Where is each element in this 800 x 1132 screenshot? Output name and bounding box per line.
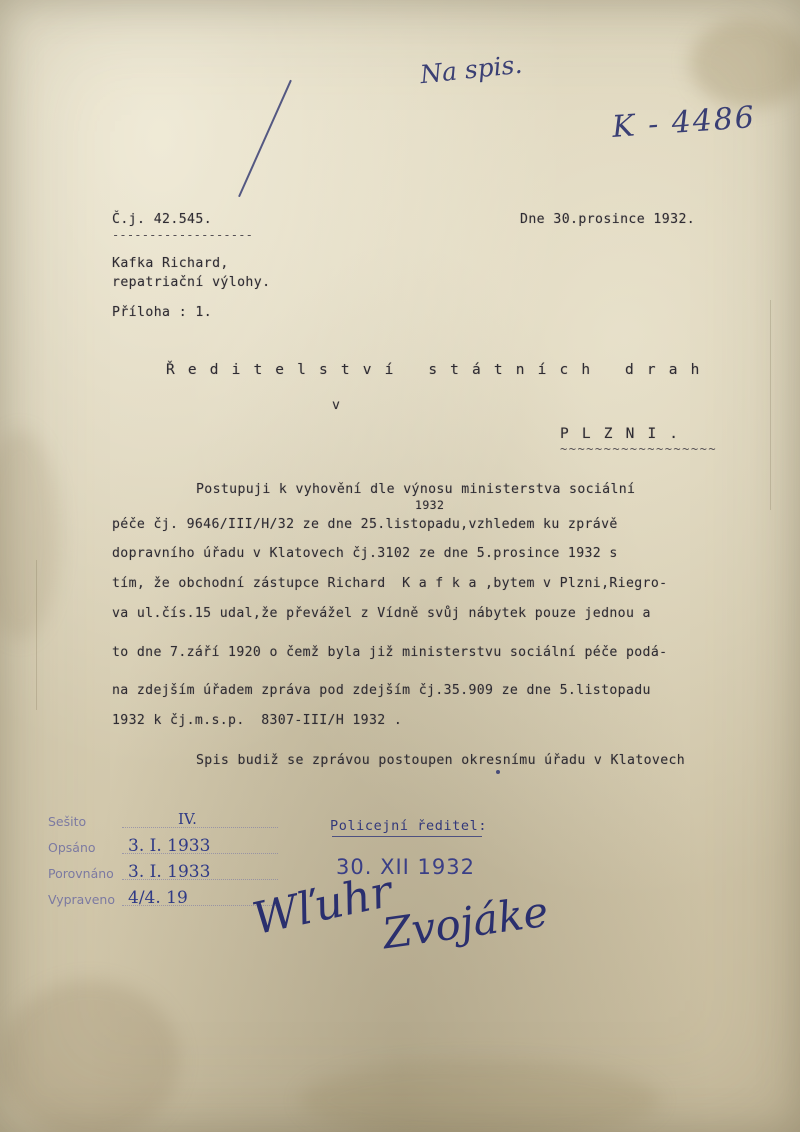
stamp-row: [48, 838, 286, 864]
addressee-line-1: Ř e d i t e l s t v í s t á t n í c h d r a h: [166, 362, 702, 378]
paper-fiber: [770, 300, 771, 510]
body-line: dopravního úřadu v Klatovech čj.3102 ze dne 5.prosince 1932 s: [112, 546, 618, 561]
addressee-line-2: v: [332, 398, 341, 413]
body-line: va ul.čís.15 udal,že převážel z Vídně svůj nábytek pouze jednou a: [112, 606, 651, 621]
signature-title: Policejní ředitel:: [330, 818, 488, 834]
paper-fiber: [36, 560, 37, 710]
file-number-underline-dashes: -------------------: [112, 228, 254, 242]
signature-date: 30. XII 1932: [336, 855, 475, 879]
handwritten-top-note: Na spis.: [418, 49, 524, 90]
stamp-value: 4/4. 19: [128, 888, 188, 908]
document-date: Dne 30.prosince 1932.: [520, 212, 696, 227]
attachment-line: Příloha : 1.: [112, 305, 213, 320]
handwritten-diagonal-stroke: [238, 80, 292, 198]
signature-right: Zvojáke: [379, 886, 552, 959]
stamp-rule: [122, 827, 278, 828]
stamp-row: [48, 812, 286, 838]
body-line: Postupuji k vyhovění dle výnosu ministerstva sociální: [196, 482, 636, 497]
stamp-label: Porovnáno: [48, 866, 114, 881]
stamp-label: Sešito: [48, 814, 87, 829]
stamp-label: Vypraveno: [48, 892, 116, 907]
body-handwritten-insert: 1932: [415, 498, 445, 512]
subject-line-1: Kafka Richard,: [112, 256, 229, 271]
body-line: to dne 7.září 1920 o čemž byla již ministerstvu sociální péče podá-: [112, 645, 668, 660]
stamp-label: Opsáno: [48, 840, 96, 855]
paper-stain: [0, 980, 180, 1132]
file-number: Č.j. 42.545.: [112, 212, 213, 227]
ink-dot: [496, 770, 500, 774]
closing-line: Spis budiž se zprávou postoupen okresnímu úřadu v Klatovech: [196, 753, 686, 768]
signature-title-underline: [332, 836, 482, 837]
stamp-value: 3. I. 1933: [128, 862, 211, 882]
signature-left: Wľuhr: [248, 865, 397, 946]
body-line: 1932 k čj.m.s.p. 8307-III/H 1932 .: [112, 713, 403, 728]
addressee-underline-dashes: ~~~~~~~~~~~~~~~~~~: [560, 442, 718, 456]
stamp-value: 3. I. 1933: [128, 836, 211, 856]
stamp-row: [48, 864, 286, 890]
stamp-value: IV.: [178, 810, 197, 828]
handwritten-reference-number: K - 4486: [610, 100, 758, 145]
body-line: tím, že obchodní zástupce Richard K a f k a ,bytem v Plzni,Riegro-: [112, 576, 668, 591]
subject-line-2: repatriační výlohy.: [112, 275, 271, 290]
addressee-line-3: P L Z N I .: [560, 426, 681, 442]
paper-stain: [300, 1060, 660, 1132]
body-line: na zdejším úřadem zpráva pod zdejším čj.35.909 ze dne 5.listopadu: [112, 683, 651, 698]
paper-stain: [0, 430, 60, 640]
body-line: péče čj. 9646/III/H/32 ze dne 25.listopadu,vzhledem ku zprávě: [112, 517, 618, 532]
paper-stain: [690, 18, 800, 108]
